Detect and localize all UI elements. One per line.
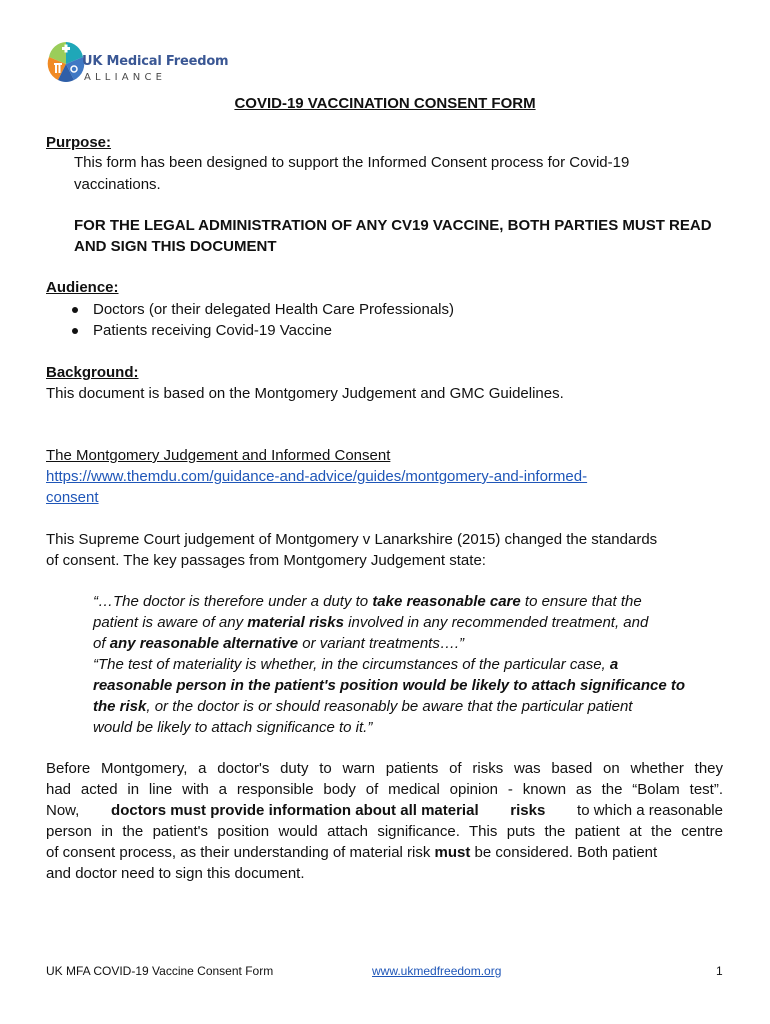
closing-line-3: Now, doctors must provide information about all material risks to which a reasonable (46, 802, 723, 819)
footer-website-link[interactable]: www.ukmedfreedom.org (372, 964, 502, 978)
closing-line-2: had acted in line with a responsible body of medical opinion - known as the “Bolam test”. (46, 781, 723, 798)
quote-2-line-1: “The test of materiality is whether, in the circumstances of the particular case, a (93, 656, 619, 673)
quote-1-line-1: “…The doctor is therefore under a duty to take reasonable care to ensure that the (93, 593, 642, 610)
logo (46, 40, 246, 96)
bullet-icon (72, 307, 78, 313)
closing-line-4: person in the patient's position would attach significance. This puts the patient at the centre (46, 823, 723, 840)
logo-name: UK Medical Freedom (82, 54, 229, 69)
legal-notice-line-2: AND SIGN THIS DOCUMENT (74, 238, 277, 255)
page-number: 1 (716, 964, 723, 978)
closing-line-1: Before Montgomery, a doctor's duty to warn patients of risks was based on whether they (46, 760, 723, 777)
mdu-link-continued[interactable]: consent (46, 489, 99, 506)
background-text: This document is based on the Montgomery Judgement and GMC Guidelines. (46, 385, 564, 402)
montgomery-intro-line-1: This Supreme Court judgement of Montgomery v Lanarkshire (2015) changed the standards (46, 531, 658, 548)
closing-line-5: of consent process, as their understanding of material risk must be considered. Both patient (46, 844, 658, 861)
quote-2-line-4: would be likely to attach significance to it.” (93, 719, 373, 736)
logo-emblem-icon (46, 40, 86, 96)
quote-2-line-2: reasonable person in the patient's position would be likely to attach significance to (93, 677, 686, 694)
montgomery-heading: The Montgomery Judgement and Informed Consent (46, 447, 391, 464)
page-title: COVID-19 VACCINATION CONSENT FORM (234, 95, 536, 112)
audience-item-label: Patients receiving Covid-19 Vaccine (93, 322, 333, 339)
quote-1-line-2: patient is aware of any material risks involved in any recommended treatment, and (93, 614, 649, 631)
mdu-link[interactable]: https://www.themdu.com/guidance-and-advice/guides/montgomery-and-informed- (46, 468, 588, 485)
bullet-icon (72, 328, 78, 334)
purpose-line-1: This form has been designed to support the Informed Consent process for Covid-19 (74, 154, 630, 171)
audience-heading: Audience: (46, 279, 119, 296)
purpose-line-2: vaccinations. (74, 176, 161, 193)
closing-line-6: and doctor need to sign this document. (46, 865, 305, 882)
footer-title: UK MFA COVID-19 Vaccine Consent Form (46, 964, 274, 978)
quote-2-line-3: the risk, or the doctor is or should reasonably be aware that the particular patient (93, 698, 633, 715)
legal-notice-line-1: FOR THE LEGAL ADMINISTRATION OF ANY CV19 VACCINE, BOTH PARTIES MUST READ (74, 217, 712, 234)
audience-item-label: Doctors (or their delegated Health Care Professionals) (93, 301, 455, 318)
purpose-heading: Purpose: (46, 134, 112, 151)
logo-subtitle: ALLIANCE (84, 72, 167, 83)
background-heading: Background: (46, 364, 139, 381)
quote-1-line-3: of any reasonable alternative or variant treatments….” (93, 635, 465, 652)
montgomery-intro-line-2: of consent. The key passages from Montgomery Judgement state: (46, 552, 486, 569)
